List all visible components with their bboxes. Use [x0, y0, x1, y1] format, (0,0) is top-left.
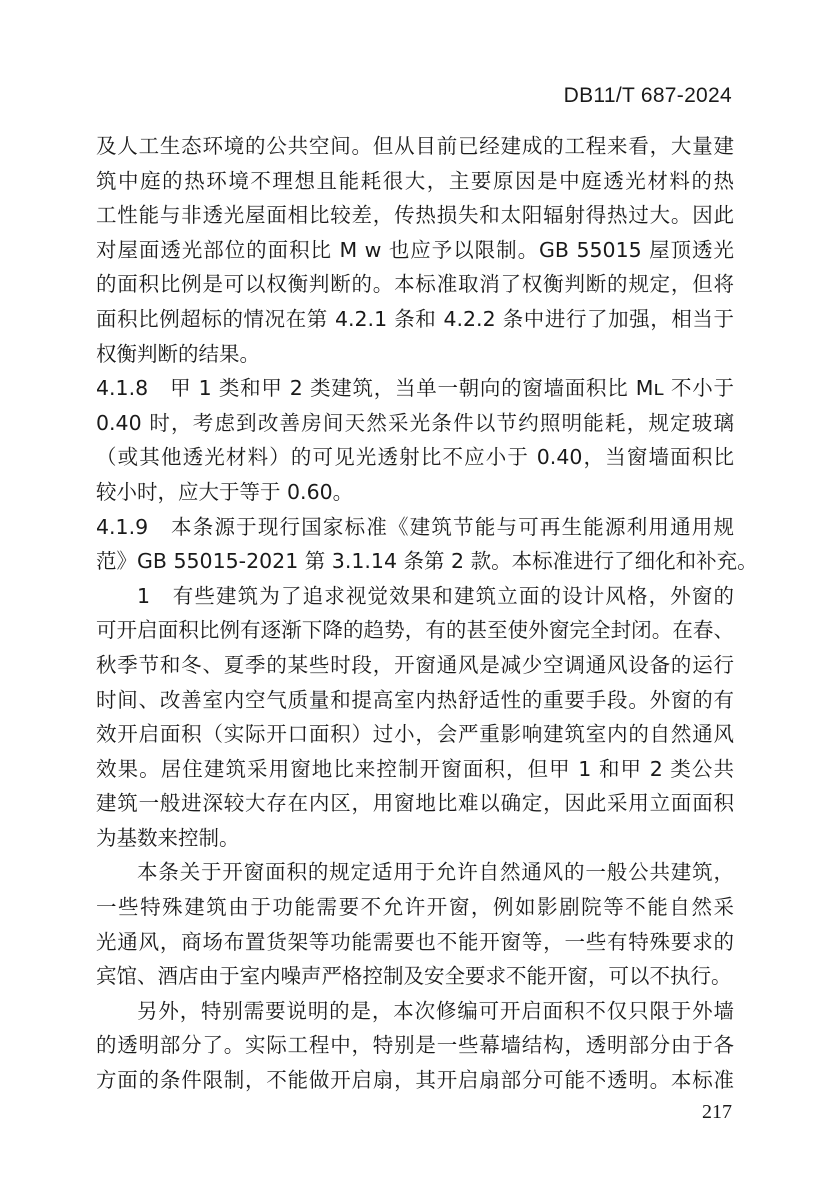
text-line: 效果。居住建筑采用窗地比来控制开窗面积，但甲 1 和甲 2 类公共 [96, 756, 734, 781]
text-line: 4.1.8 甲 1 类和甲 2 类建筑，当单一朝向的窗墙面积比 Mʟ 不小于 [96, 376, 734, 401]
text-line: 对屋面透光部位的面积比 M w 也应予以限制。GB 55015 屋顶透光 [96, 237, 734, 262]
standard-code: DB11/T 687-2024 [563, 84, 732, 107]
text-line: 工性能与非透光屋面相比较差，传热损失和太阳辐射得热过大。因此 [96, 203, 734, 228]
text-line: 权衡判断的结果。 [96, 341, 260, 366]
text-line: 0.40 时，考虑到改善房间天然采光条件以节约照明能耗，规定玻璃 [96, 410, 734, 435]
text-line: 4.1.9 本条源于现行国家标准《建筑节能与可再生能源利用通用规 [96, 514, 734, 539]
text-line: 较小时，应大于等于 0.60。 [96, 479, 354, 504]
text-line: 可开启面积比例有逐渐下降的趋势，有的甚至使外窗完全封闭。在春、 [96, 618, 734, 643]
text-line: 时间、改善室内空气质量和提高室内热舒适性的重要手段。外窗的有 [96, 687, 734, 712]
text-line: 及人工生态环境的公共空间。但从目前已经建成的工程来看，大量建 [96, 134, 734, 158]
text-line: 1 有些建筑为了追求视觉效果和建筑立面的设计风格，外窗的 [137, 583, 734, 608]
page-number: 217 [702, 1101, 732, 1123]
text-line: 宾馆、酒店由于室内噪声严格控制及安全要求不能开窗，可以不执行。 [96, 964, 732, 989]
text-line: 为基数来控制。 [96, 825, 240, 850]
text-line: 一些特殊建筑由于功能需要不允许开窗，例如影剧院等不能自然采 [96, 895, 734, 920]
text-line: 方面的条件限制，不能做开启扇，其开启扇部分可能不透明。本标准 [96, 1068, 734, 1093]
text-line: 的面积比例是可以权衡判断的。本标准取消了权衡判断的规定，但将 [96, 272, 734, 297]
text-line: 秋季节和冬、夏季的某些时段，开窗通风是减少空调通风设备的运行 [96, 652, 734, 677]
text-line: 光通风，商场布置货架等功能需要也不能开窗等，一些有特殊要求的 [96, 929, 734, 954]
text-line: 另外，特别需要说明的是，本次修编可开启面积不仅只限于外墙 [137, 998, 734, 1023]
text-line: 本条关于开窗面积的规定适用于允许自然通风的一般公共建筑， [137, 860, 734, 885]
body-text [96, 129, 758, 1098]
text-line: 范》GB 55015-2021 第 3.1.14 条第 2 款。本标准进行了细化和补充。 [96, 549, 758, 574]
text-line: 筑中庭的热环境不理想且能耗很大，主要原因是中庭透光材料的热 [96, 168, 734, 193]
text-line: 面积比例超标的情况在第 4.2.1 条和 4.2.2 条中进行了加强，相当于 [96, 306, 734, 331]
text-line: （或其他透光材料）的可见光透射比不应小于 0.40，当窗墙面积比 [96, 445, 734, 470]
text-line: 效开启面积（实际开口面积）过小，会严重影响建筑室内的自然通风 [96, 722, 734, 747]
text-line: 建筑一般进深较大存在内区，用窗地比难以确定，因此采用立面面积 [96, 791, 734, 816]
text-line: 的透明部分了。实际工程中，特别是一些幕墙结构，透明部分由于各 [96, 1033, 734, 1058]
